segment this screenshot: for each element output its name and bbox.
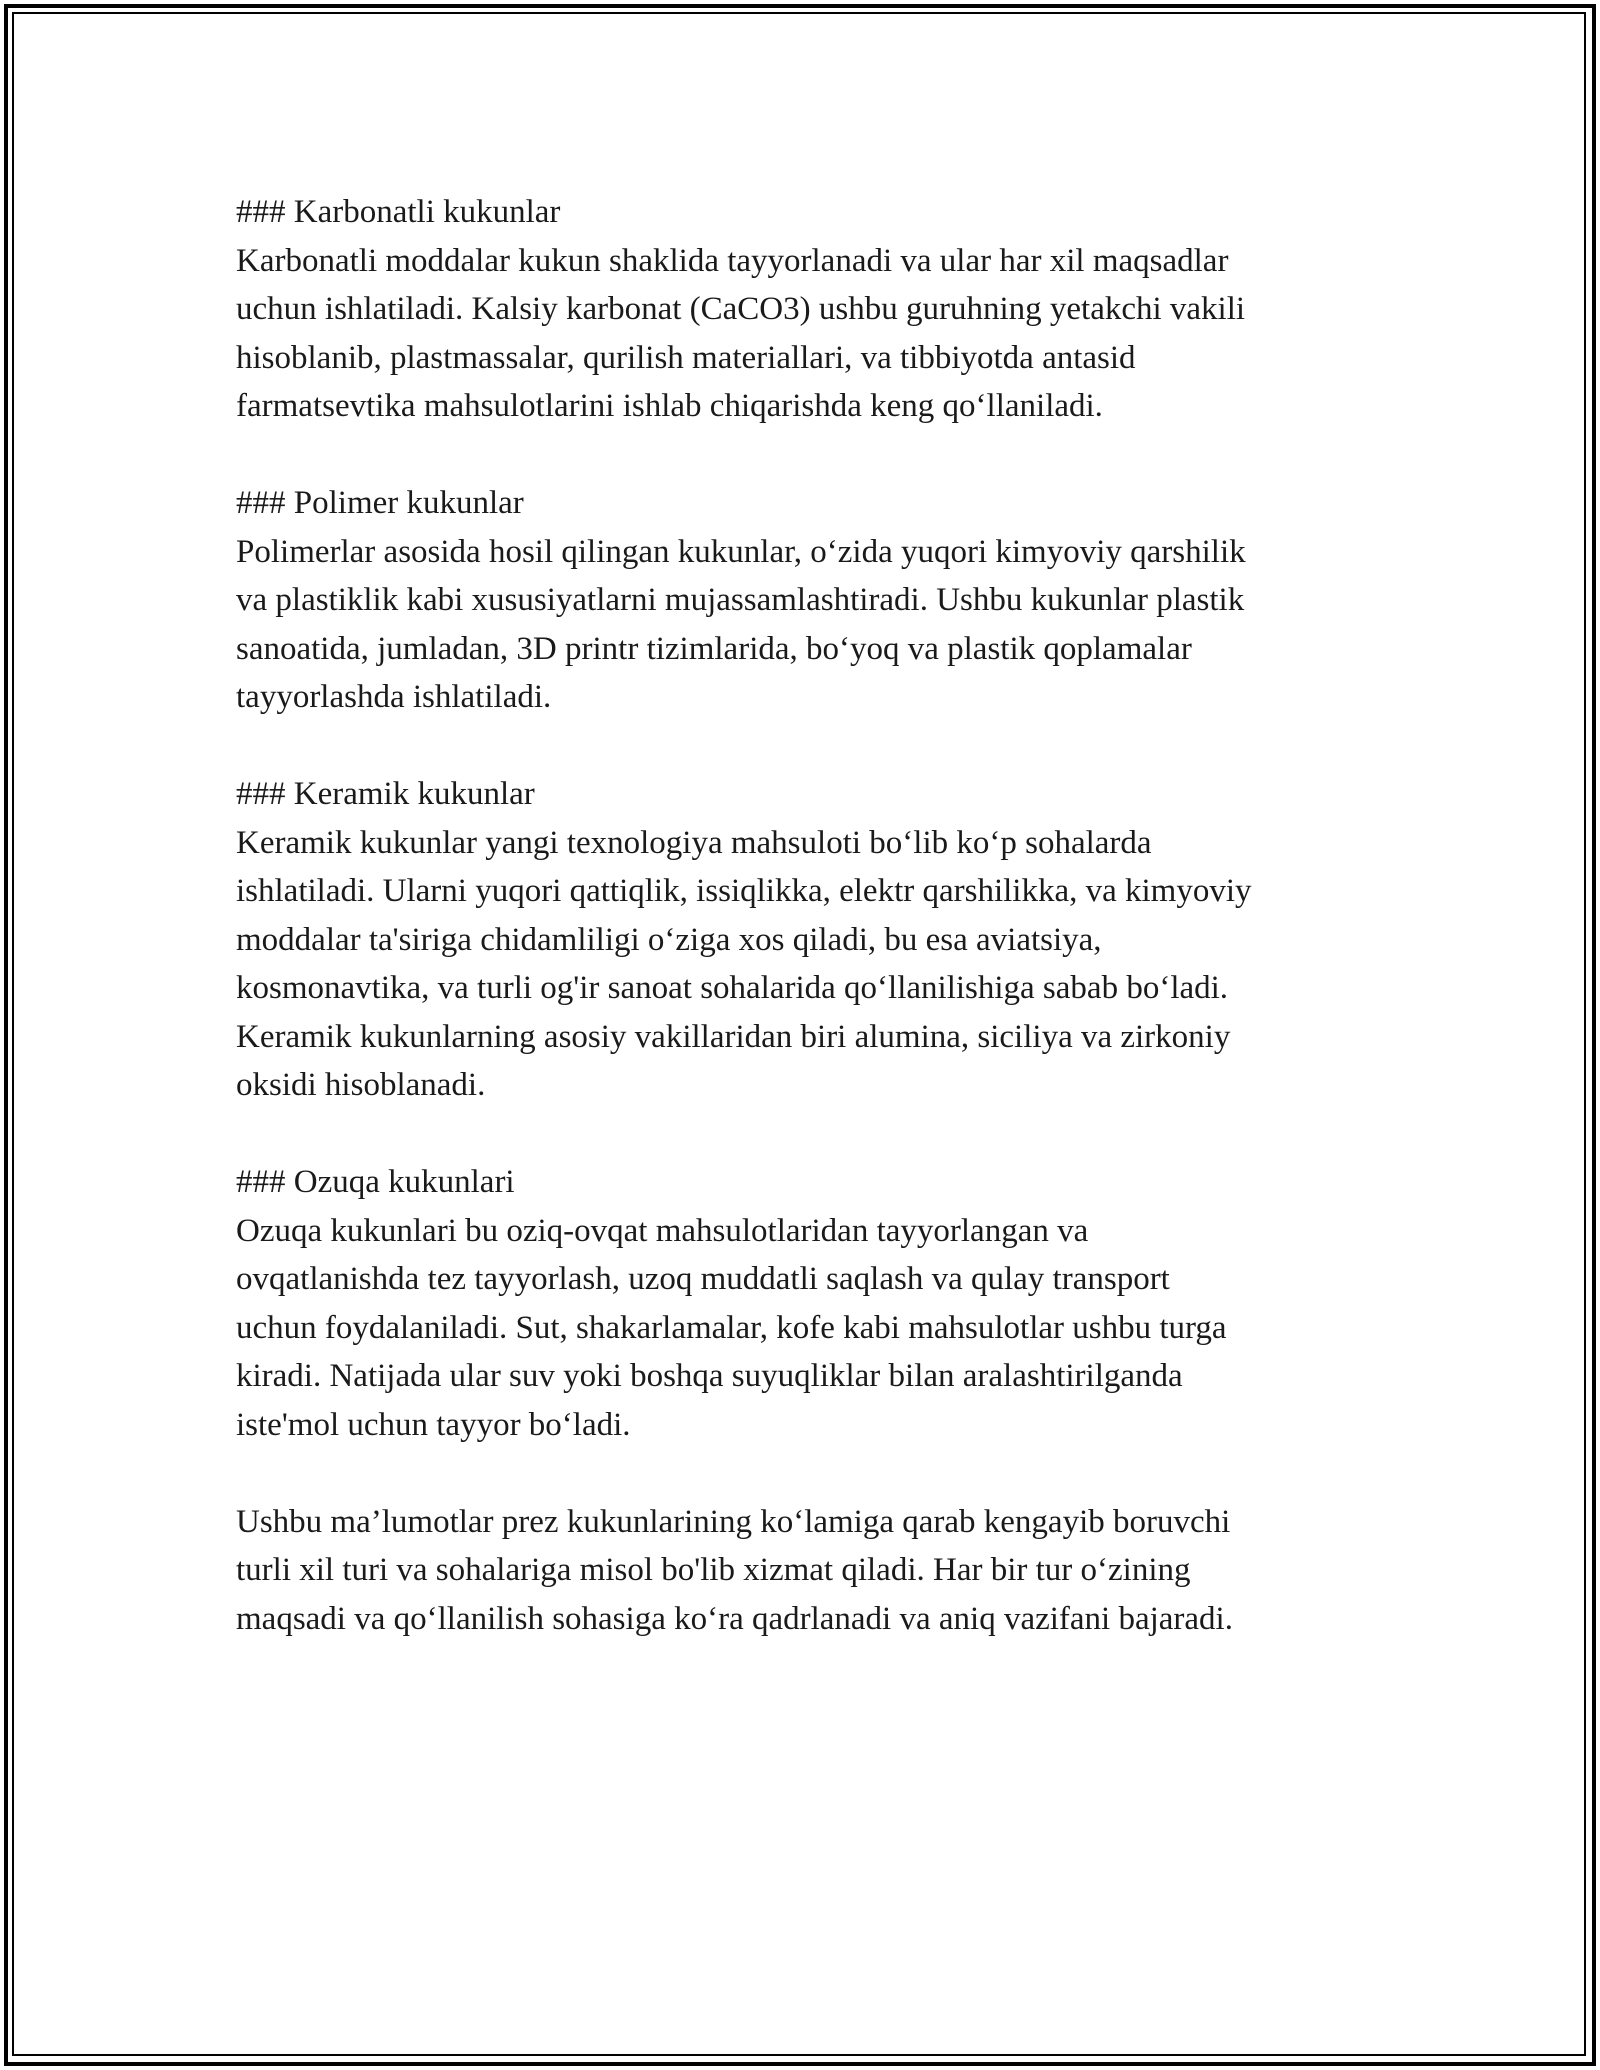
conclusion-section (236, 1498, 1376, 1644)
section-heading: ### Polimer kukunlar (236, 485, 524, 521)
section-paragraph: Polimerlar asosida hosil qilingan kukunlar, o‘zida yuqori kimyoviy qarshilik va plastiklik kabi xususiyatlarni mujassamlashtiradi. Ushbu kukunlar plastik sanoatida, jumladan, 3D printr tizimlarida, bo‘yoq va plastik qoplamalar tayyorlashda ishlatiladi. (236, 533, 1246, 715)
section-heading: ### Ozuqa kukunlari (236, 1164, 515, 1200)
section-ozuqa-kukunlari (236, 1158, 1376, 1449)
section-karbonatli-kukunlar (236, 188, 1376, 431)
section-keramik-kukunlar (236, 770, 1376, 1110)
section-paragraph: Keramik kukunlar yangi texnologiya mahsuloti bo‘lib ko‘p sohalarda ishlatiladi. Ularni yuqori qattiqlik, issiqlikka, elektr qarshilikka, va kimyoviy moddalar ta'siriga chidamliligi o‘ziga xos qiladi, bu esa aviatsiya, kosmonavtika, va turli og'ir sanoat sohalarida qo‘llanilishiga sabab bo‘ladi. Keramik kukunlarning asosiy vakillaridan biri alumina, siciliya va zirkoniy oksidi hisoblanadi. (236, 824, 1252, 1103)
document-body (236, 188, 1376, 1692)
section-paragraph: Karbonatli moddalar kukun shaklida tayyorlanadi va ular har xil maqsadlar uchun ishlatiladi. Kalsiy karbonat (CaCO3) ushbu guruhning yetakchi vakili hisoblanib, plastmassalar, qurilish materiallari, va tibbiyotda antasid farmatsevtika mahsulotlarini ishlab chiqarishda keng qo‘llaniladi. (236, 242, 1246, 424)
conclusion-paragraph: Ushbu ma’lumotlar prez kukunlarining ko‘lamiga qarab kengayib boruvchi turli xil turi va sohalariga misol bo'lib xizmat qiladi. Har bir tur o‘zining maqsadi va qo‘llanilish sohasiga ko‘ra qadrlanadi va aniq vazifani bajaradi. (236, 1503, 1233, 1637)
section-paragraph: Ozuqa kukunlari bu oziq-ovqat mahsulotlaridan tayyorlangan va ovqatlanishda tez tayyorlash, uzoq muddatli saqlash va qulay transport uchun foydalaniladi. Sut, shakarlamalar, kofe kabi mahsulotlar ushbu turga kiradi. Natijada ular suv yoki boshqa suyuqliklar bilan aralashtirilganda iste'mol uchun tayyor bo‘ladi. (236, 1212, 1227, 1443)
section-heading: ### Keramik kukunlar (236, 776, 535, 812)
section-heading: ### Karbonatli kukunlar (236, 194, 561, 230)
section-polimer-kukunlar (236, 479, 1376, 722)
